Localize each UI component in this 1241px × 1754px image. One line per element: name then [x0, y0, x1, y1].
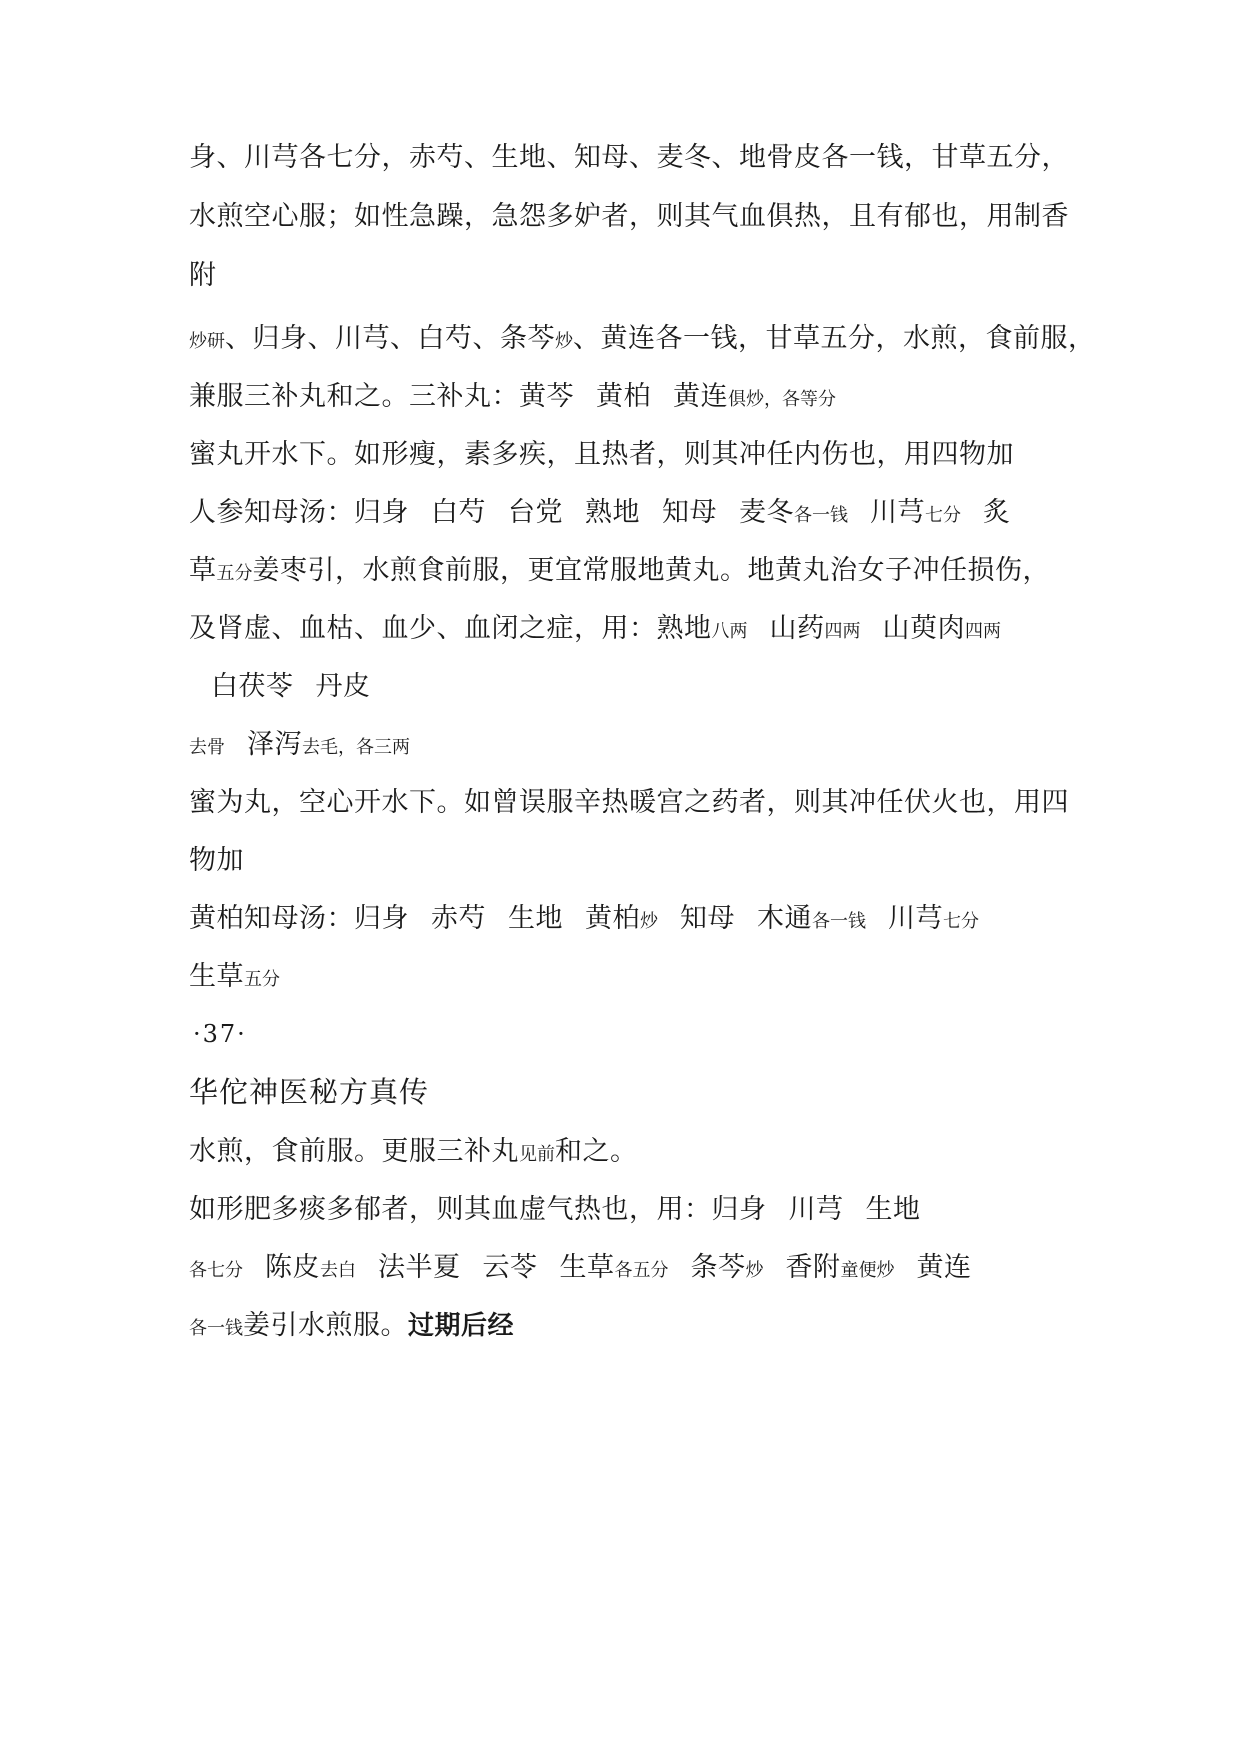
- section-heading: 过期后经: [408, 1311, 515, 1341]
- text-segment: 泽泻: [247, 729, 302, 760]
- text-segment: 草: [189, 555, 217, 586]
- text-line: [189, 901, 1069, 940]
- text-line: [189, 727, 1069, 766]
- annotation-note: 去骨: [189, 737, 225, 758]
- annotation-note: 炒研: [189, 331, 225, 352]
- text-line: [189, 199, 1069, 235]
- annotation-note: 去毛，各三两: [302, 737, 410, 758]
- annotation-note: 五分: [244, 969, 280, 990]
- text-segment: 赤芍: [431, 903, 486, 934]
- text-line: [189, 321, 1096, 360]
- text-segment: 白茯苓: [211, 671, 294, 702]
- text-segment: 木通: [757, 903, 812, 934]
- text-segment: 黄柏知母汤：归身: [189, 903, 409, 934]
- annotation-note: 七分: [943, 911, 979, 932]
- text-segment: 生草: [189, 961, 244, 992]
- annotation-note: 童便炒: [840, 1260, 895, 1281]
- text-segment: 蜜为丸，空心开水下。如曾误服辛热暖宫之药者，则其冲任伏火也，用四: [189, 787, 1069, 818]
- text-line: [189, 379, 1069, 418]
- text-line: [189, 1134, 1069, 1173]
- text-segment: 物加: [189, 845, 244, 876]
- annotation-note: 炒: [745, 1260, 764, 1281]
- annotation-note: 各一钱: [794, 505, 848, 526]
- text-line: [189, 959, 1069, 998]
- text-line: [189, 1250, 1069, 1289]
- text-segment: 熟地: [585, 497, 640, 528]
- text-line: [189, 258, 1069, 294]
- text-segment: 姜枣引，水煎食前服，更宜常服地黄丸。地黄丸治女子冲任损伤，: [252, 555, 1050, 586]
- text-segment: 姜引水煎服。: [243, 1310, 408, 1341]
- text-line: [189, 669, 1069, 705]
- text-segment: 陈皮: [265, 1252, 320, 1283]
- text-line: [189, 140, 1069, 176]
- running-header: 华佗神医秘方真传: [189, 1075, 430, 1109]
- annotation-note: 各一钱: [812, 911, 866, 932]
- annotation-note: 五分: [216, 563, 253, 584]
- annotation-note: 八两: [711, 621, 748, 642]
- annotation-note: 各七分: [189, 1260, 243, 1281]
- text-line: [189, 1192, 1069, 1228]
- text-line: [189, 611, 1069, 650]
- page-number: ·37·: [193, 1020, 247, 1048]
- text-segment: 生地: [865, 1194, 921, 1225]
- text-segment: 山药: [769, 613, 825, 644]
- text-line: [189, 1308, 1069, 1347]
- text-line: [189, 553, 1069, 592]
- annotation-note: 各五分: [614, 1260, 669, 1281]
- text-line: [189, 785, 1069, 821]
- text-segment: 云苓: [482, 1252, 538, 1283]
- text-segment: 知母: [680, 903, 735, 934]
- text-segment: 水煎空心服；如性急躁，急怨多妒者，则其气血俱热，且有郁也，用制香: [189, 201, 1069, 232]
- text-line: [189, 495, 1069, 534]
- annotation-note: 见前: [519, 1144, 555, 1165]
- text-segment: 生地: [508, 903, 563, 934]
- text-segment: 黄连: [673, 381, 728, 412]
- annotation-note: 各一钱: [189, 1318, 243, 1339]
- annotation-note: 四两: [965, 621, 1001, 642]
- text-segment: 炙: [983, 497, 1011, 528]
- text-segment: 、黄连各一钱，甘草五分，水煎，食前服，: [573, 323, 1096, 354]
- text-segment: 如形肥多痰多郁者，则其血虚气热也，用：归身: [189, 1194, 767, 1225]
- text-segment: 水煎，食前服。更服三补丸: [189, 1136, 519, 1167]
- text-segment: 山萸肉: [882, 613, 965, 644]
- text-segment: 知母: [662, 497, 717, 528]
- text-segment: 川芎: [870, 497, 925, 528]
- annotation-note: 四两: [824, 621, 861, 642]
- text-segment: 及肾虚、血枯、血少、血闭之症，用：熟地: [189, 613, 712, 644]
- annotation-note: 俱炒，各等分: [728, 389, 836, 410]
- text-segment: 和之。: [555, 1136, 638, 1167]
- text-line: [189, 437, 1069, 473]
- text-segment: 身、川芎各七分，赤芍、生地、知母、麦冬、地骨皮各一钱，甘草五分，: [189, 142, 1069, 173]
- text-segment: 黄连: [916, 1252, 972, 1283]
- annotation-note: 去白: [320, 1260, 356, 1281]
- annotation-note: 炒: [555, 331, 573, 352]
- text-segment: 香附: [785, 1252, 841, 1283]
- text-segment: 台党: [508, 497, 563, 528]
- text-segment: 丹皮: [315, 671, 371, 702]
- text-segment: 、归身、川芎、白芍、条芩: [225, 323, 555, 354]
- text-segment: 蜜丸开水下。如形瘦，素多疾，且热者，则其冲任内伤也，用四物加: [189, 439, 1014, 470]
- text-segment: 兼服三补丸和之。三补丸：黄芩: [189, 381, 574, 412]
- text-segment: 黄柏: [596, 381, 651, 412]
- text-segment: 人参知母汤：归身: [189, 497, 409, 528]
- text-segment: 白芍: [431, 497, 486, 528]
- annotation-note: 七分: [925, 505, 961, 526]
- text-segment: 黄柏: [585, 903, 640, 934]
- annotation-note: 炒: [640, 911, 658, 932]
- text-segment: 法半夏: [378, 1252, 461, 1283]
- text-segment: 川芎: [788, 1194, 844, 1225]
- text-segment: 生草: [559, 1252, 615, 1283]
- text-segment: 川芎: [888, 903, 943, 934]
- text-line: [189, 843, 1069, 879]
- text-segment: 附: [189, 260, 217, 291]
- text-segment: 条芩: [690, 1252, 746, 1283]
- text-segment: 麦冬: [739, 497, 794, 528]
